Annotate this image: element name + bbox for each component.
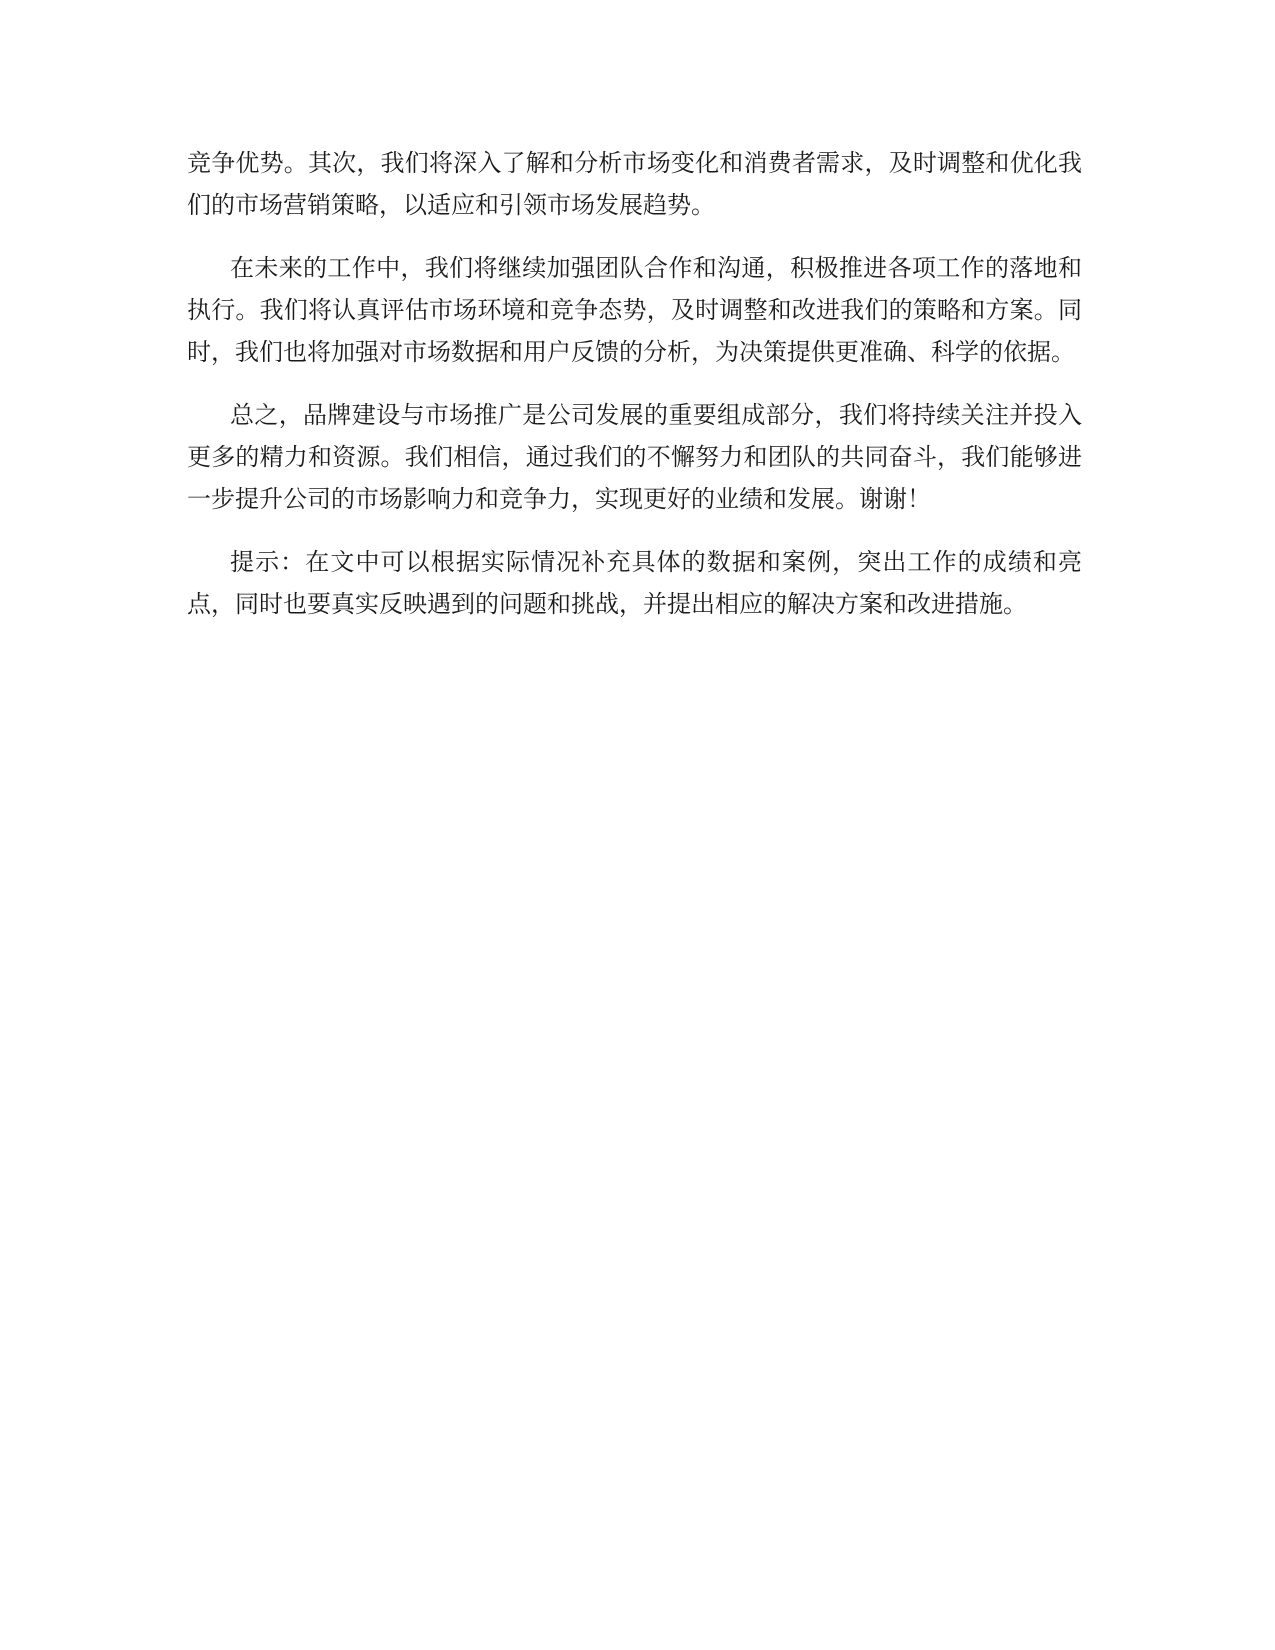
paragraph-summary: 总之，品牌建设与市场推广是公司发展的重要组成部分，我们将持续关注并投入更多的精力和资源。我们相信，通过我们的不懈努力和团队的共同奋斗，我们能够进一步提升公司的市场影响力和竞争力，实现更好的业绩和发展。谢谢！: [187, 401, 1082, 513]
paragraph-continuation: 竞争优势。其次，我们将深入了解和分析市场变化和消费者需求，及时调整和优化我们的市场营销策略，以适应和引领市场发展趋势。: [187, 149, 1082, 219]
document-body: [187, 142, 1082, 646]
paragraph-future-work: 在未来的工作中，我们将继续加强团队合作和沟通，积极推进各项工作的落地和执行。我们将认真评估市场环境和竞争态势，及时调整和改进我们的策略和方案。同时，我们也将加强对市场数据和用户反馈的分析，为决策提供更准确、科学的依据。: [187, 254, 1082, 366]
paragraph-tip: 提示：在文中可以根据实际情况补充具体的数据和案例，突出工作的成绩和亮点，同时也要真实反映遇到的问题和挑战，并提出相应的解决方案和改进措施。: [187, 548, 1082, 618]
